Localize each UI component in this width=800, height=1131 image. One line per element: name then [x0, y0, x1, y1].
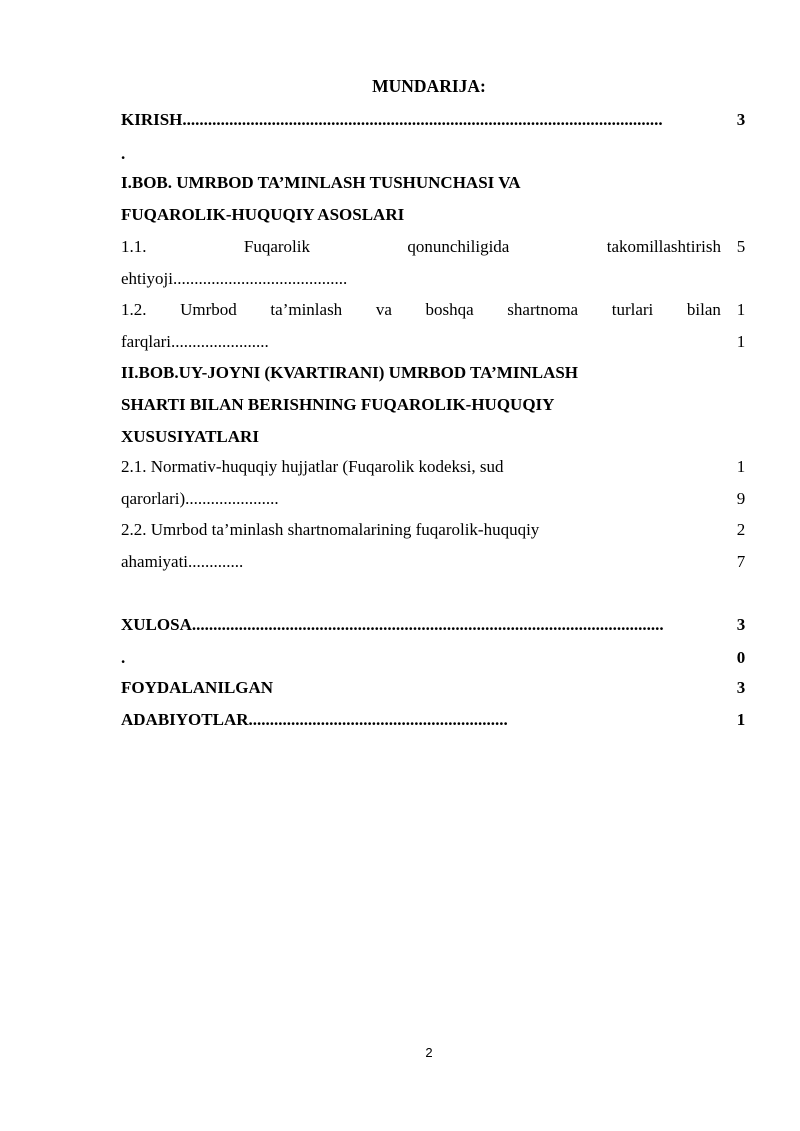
toc-word: takomillashtirish: [606, 237, 721, 256]
toc-chapter-1-line-1[interactable]: I.BOB. UMRBOD TA’MINLASH TUSHUNCHASI VA: [121, 173, 521, 192]
toc-word: 1.2.: [121, 300, 147, 319]
toc-page-1-2-digit-2: 1: [736, 332, 746, 351]
page-number: 2: [425, 1045, 433, 1060]
toc-chapter-2-line-1[interactable]: II.BOB.UY-JOYNI (KVARTIRANI) UMRBOD TA’MINLASH: [121, 363, 579, 382]
toc-page-kirish: 3: [736, 110, 746, 129]
toc-page-1-2-digit-1: 1: [736, 300, 746, 319]
toc-word: turlari: [611, 300, 654, 319]
toc-entry-xulosa[interactable]: XULOSA...............................................................................................................: [121, 615, 664, 634]
toc-entry-2-1[interactable]: 2.1. Normativ-huquqiy hujjatlar (Fuqarolik kodeksi, sud: [121, 457, 504, 476]
toc-word: shartnoma: [507, 300, 579, 319]
toc-word: Fuqarolik: [243, 237, 310, 256]
toc-chapter-2-line-3[interactable]: XUSUSIYATLARI: [121, 427, 259, 446]
page-title: MUNDARIJA:: [372, 76, 486, 96]
toc-page-references-digit-2: 1: [736, 710, 746, 729]
toc-page-2-2-digit-2: 7: [736, 552, 746, 571]
toc-page-2-1-digit-1: 1: [736, 457, 746, 476]
toc-word: boshqa: [425, 300, 474, 319]
toc-word: bilan: [686, 300, 721, 319]
toc-page-xulosa-digit-1: 3: [736, 615, 746, 634]
toc-page-xulosa-digit-2: 0: [736, 648, 746, 667]
toc-page-2-1-digit-2: 9: [736, 489, 746, 508]
toc-entry-2-1-cont[interactable]: qarorlari)......................: [121, 489, 279, 508]
toc-entry-1-1-cont[interactable]: ehtiyoji.........................................: [121, 269, 348, 288]
toc-word: ta’minlash: [270, 300, 343, 319]
toc-entry-kirish[interactable]: KIRISH.................................................................................................................: [121, 110, 663, 129]
toc-entry-1-2[interactable]: [121, 299, 721, 321]
toc-entry-references-line-2[interactable]: ADABIYOTLAR.............................................................: [121, 710, 508, 729]
toc-word: va: [375, 300, 392, 319]
toc-chapter-2-line-2[interactable]: SHARTI BILAN BERISHNING FUQAROLIK-HUQUQIY: [121, 395, 555, 414]
toc-entry-kirish-dot: .: [121, 144, 126, 163]
toc-entry-xulosa-dot: .: [121, 648, 126, 667]
toc-chapter-1-line-2[interactable]: FUQAROLIK-HUQUQIY ASOSLARI: [121, 205, 405, 224]
toc-entry-references-line-1[interactable]: FOYDALANILGAN: [121, 678, 274, 697]
toc-page-1-1: 5: [736, 237, 746, 256]
toc-entry-1-1[interactable]: [121, 236, 721, 258]
toc-word: Umrbod: [180, 300, 237, 319]
toc-entry-2-2-cont[interactable]: ahamiyati.............: [121, 552, 244, 571]
toc-entry-2-2[interactable]: 2.2. Umrbod ta’minlash shartnomalarining fuqarolik-huquqiy: [121, 520, 540, 539]
toc-word: 1.1.: [121, 237, 147, 256]
toc-page-references-digit-1: 3: [736, 678, 746, 697]
toc-page-2-2-digit-1: 2: [736, 520, 746, 539]
toc-entry-1-2-cont[interactable]: farqlari.......................: [121, 332, 269, 351]
toc-word: qonunchiligida: [407, 237, 510, 256]
